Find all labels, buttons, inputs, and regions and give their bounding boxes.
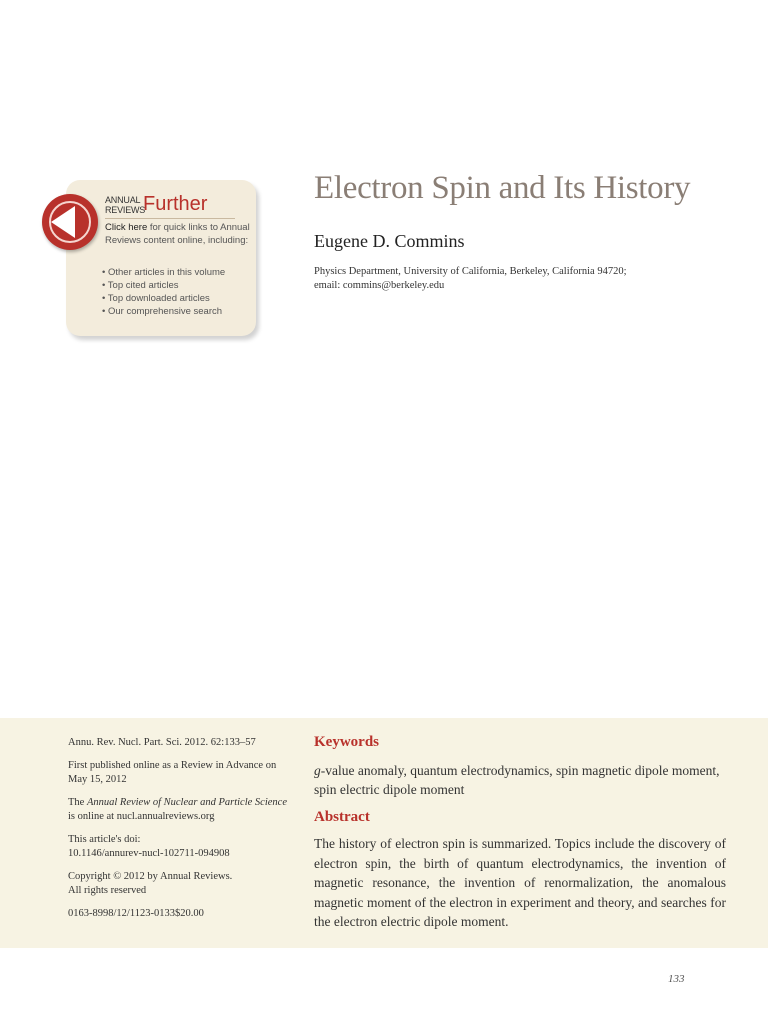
further-link-item[interactable]: • Top downloaded articles: [102, 292, 225, 305]
page-number: 133: [668, 973, 685, 985]
author-name: Eugene D. Commins: [314, 231, 465, 251]
click-here-link[interactable]: Click here: [105, 222, 148, 233]
doi-link[interactable]: 10.1146/annurev-nucl-102711-094908: [68, 848, 230, 859]
affiliation: [314, 265, 694, 293]
article-title: Electron Spin and Its History: [314, 170, 691, 206]
further-link-item[interactable]: • Other articles in this volume: [102, 266, 225, 279]
copyright: Copyright © 2012 by Annual Reviews. All rights reserved: [68, 871, 233, 896]
further-logo: Further: [143, 193, 208, 215]
publication-info: [68, 736, 288, 930]
keywords-text: g-value anomaly, quantum electrodynamics, spin magnetic dipole moment, spin electric dipole moment: [314, 763, 720, 797]
doi-info: This article's doi: 10.1146/annurev-nucl-102711-094908: [68, 834, 230, 859]
issn-code: 0163-8998/12/1123-0133$20.00: [68, 908, 204, 919]
abstract-text: The history of electron spin is summarized. Topics include the discovery of electron spin, the birth of quantum electrodynamics, the invention of magnetic resonance, the invention of renormalization, the anomalous magnetic moment of the electron in experiment and theory, and searches for the electron electric dipole moment.: [314, 836, 726, 929]
further-links-list: [102, 266, 225, 318]
abstract-heading: Abstract: [314, 809, 370, 825]
further-description: Click here for quick links to Annual Reviews content online, including:: [105, 222, 250, 246]
keywords-heading: Keywords: [314, 734, 379, 750]
first-published: First published online as a Review in Advance on May 15, 2012: [68, 760, 277, 785]
further-link-item[interactable]: • Top cited articles: [102, 279, 225, 292]
annual-reviews-logo: ANNUAL REVIEWS: [105, 195, 146, 215]
email-link[interactable]: email: commins@berkeley.edu: [314, 280, 445, 291]
journal-info: The Annual Review of Nuclear and Particle Science is online at nucl.annualreviews.org: [68, 797, 287, 822]
journal-name: Annual Review of Nuclear and Particle Science: [86, 797, 287, 808]
arrow-triangle-icon: [51, 206, 75, 238]
journal-url[interactable]: is online at nucl.annualreviews.org: [68, 811, 215, 822]
affiliation-line: Physics Department, University of California, Berkeley, California 94720;: [314, 266, 627, 277]
further-link-item[interactable]: • Our comprehensive search: [102, 305, 225, 318]
divider: [105, 218, 235, 219]
citation: Annu. Rev. Nucl. Part. Sci. 2012. 62:133–57: [68, 737, 256, 748]
